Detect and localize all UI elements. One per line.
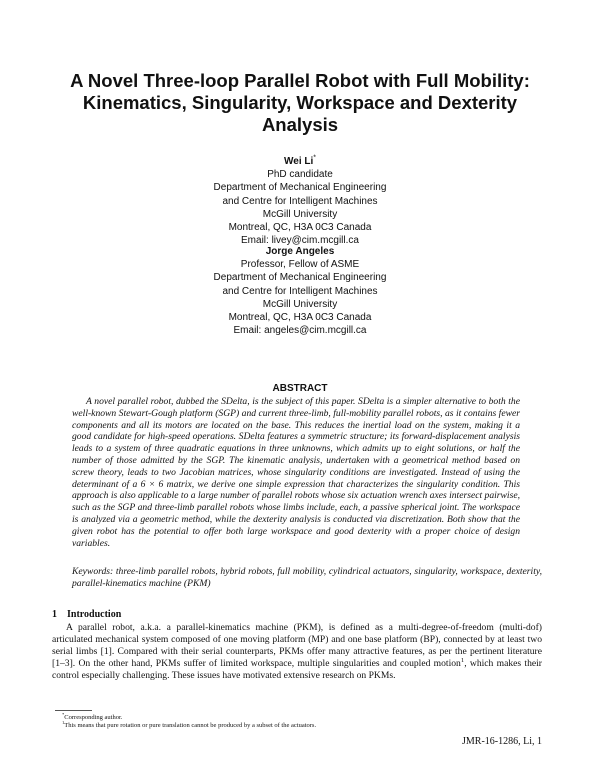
author-block xyxy=(100,245,500,337)
section-heading xyxy=(52,609,121,620)
author-affiliation: Professor, Fellow of ASME xyxy=(240,259,360,271)
author-affiliation: Department of Mechanical Engineering xyxy=(213,272,387,284)
author-email: Email: livey@cim.mcgill.ca xyxy=(241,235,359,247)
author-affiliation: PhD candidate xyxy=(267,169,333,181)
section-title: Introduction xyxy=(67,609,122,620)
author-affiliation: Montreal, QC, H3A 0C3 Canada xyxy=(228,222,372,234)
author-affiliation: McGill University xyxy=(262,298,338,310)
footnote-divider xyxy=(55,710,92,711)
abstract-text: A novel parallel robot, dubbed the SDelta, is the subject of this paper. SDelta is a simpler alternative to both the well-known Stewart-Gough platform (SGP) and current three-limb, full-mobility parallel robots, as it contains fewer components and all its motors are located on the base. This reduces the inertial load on the system, making it a good candidate for high-speed operations. SDelta features a symmetric structure; its forward-displacement analysis leads to a system of three quadratic equations in three unknowns, which admits up to eight solutions, or half the number of those admitted by the SGP. The kinematic analysis, undertaken with a geometrical method based on screw theory, leads to two Jacobian matrices, whose singularity conditions are investigated. Instead of using the determinant of a 6 × 6 matrix, we derive one simple expression that characterizes the singularity condition. This approach is also applicable to a large number of parallel robots whose six actuation wrench axes intersect pairwise, such as the SGP and three-limb parallel robots whose limbs include, each, a passive spherical joint. The workspace is analyzed via a geometric method, while the dexterity analysis is conducted via discretization. Both show that the given robot has the potential to offer both large workspace and good dexterity with a proper choice of design variables. xyxy=(72,396,520,549)
author-block xyxy=(100,155,500,247)
abstract-heading: ABSTRACT xyxy=(272,383,328,394)
footnote-text: Corresponding author. xyxy=(64,714,123,721)
page-label: JMR-16-1286, Li, 1 xyxy=(462,736,542,747)
intro-text: A parallel robot, a.k.a. a parallel-kinematics machine (PKM), is defined as a multi-degree-of-freedom (multi-dof) articulated mechanical system composed of one moving platform (MP) and one base platform (BP), connected by at least two serial limbs [1]. Compared with their serial counterparts, PKMs offer many attractive features, as per the pertinent literature [1–3]. On the other hand, PKMs suffer of limited workspace, multiple singularities and coupled motion xyxy=(52,622,542,669)
intro-paragraph xyxy=(52,622,542,682)
author-affiliation: Department of Mechanical Engineering xyxy=(213,182,387,194)
author-affiliation: and Centre for Intelligent Machines xyxy=(222,195,378,207)
footnote-ref: 1 xyxy=(460,656,465,664)
author-mark: * xyxy=(313,154,316,162)
author-affiliation: and Centre for Intelligent Machines xyxy=(222,285,378,297)
footnote-mark: * xyxy=(62,711,65,717)
author-email: Email: angeles@cim.mcgill.ca xyxy=(233,325,367,337)
footnote-text: This means that pure rotation or pure translation cannot be produced by a subset of the actuators. xyxy=(64,722,317,729)
author-name: Jorge Angeles xyxy=(265,246,335,257)
author-affiliation: Montreal, QC, H3A 0C3 Canada xyxy=(228,312,372,324)
keywords: Keywords: three-limb parallel robots, hybrid robots, full mobility, cylindrical actuators, singularity, workspace, dexterity, parallel-kinematics machine (PKM) xyxy=(72,566,542,589)
paper-title: A Novel Three-loop Parallel Robot with Full Mobility: Kinematics, Singularity, Workspace and Dexterity Analysis xyxy=(70,70,530,135)
footnote-mark: 1 xyxy=(62,719,65,725)
intro-text: , which makes their control especially challenging. These issues have motivated extensive research on PKMs. xyxy=(52,658,542,681)
author-name: Wei Li xyxy=(284,156,314,167)
author-affiliation: McGill University xyxy=(262,208,338,220)
footnote xyxy=(62,719,317,730)
footnote xyxy=(62,711,123,722)
section-number: 1 xyxy=(52,609,57,620)
